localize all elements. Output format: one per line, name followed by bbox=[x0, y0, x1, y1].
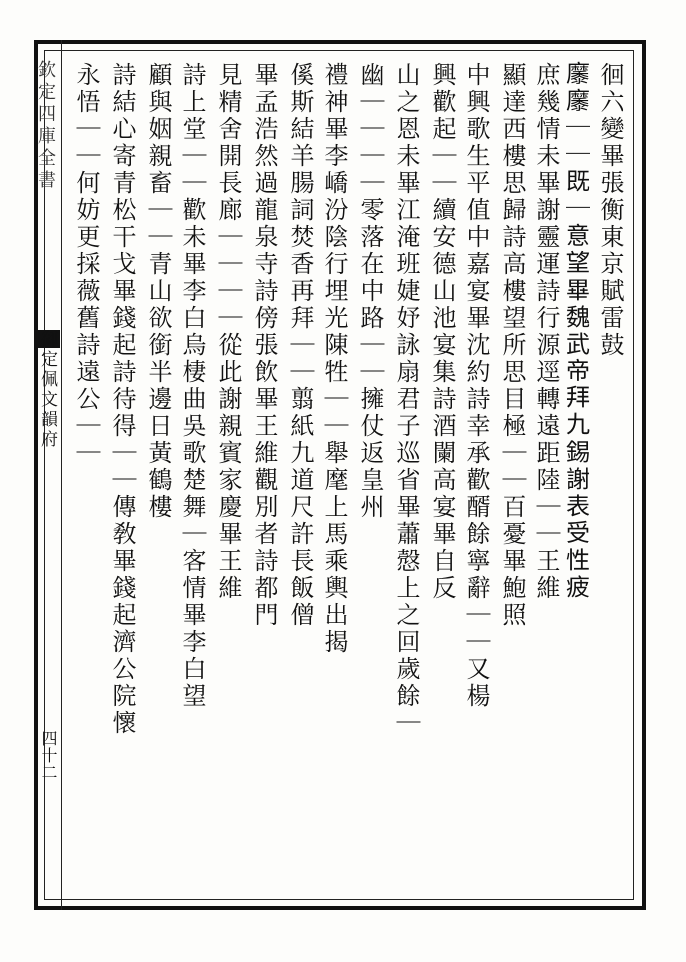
text-column: 詩上堂｜｜歡未畢李白烏棲曲吳歌楚舞｜客情畢李白望 bbox=[178, 62, 206, 710]
text-column: 興歡起｜｜續安德山池宴集詩酒闌高宴畢自反 bbox=[428, 62, 456, 602]
text-column: 永悟｜｜何妨更採薇舊詩遠公｜｜ bbox=[72, 62, 100, 467]
gutter-page-number: 四十二 bbox=[39, 730, 58, 781]
text-column: 顯達西樓思歸詩高樓望所思目極｜｜百憂畢鮑照 bbox=[498, 62, 526, 629]
text-column: 禮神畢李嶠汾陰行埋光陳牲｜｜舉麾上馬乘輿出揭 bbox=[320, 62, 348, 656]
text-column: 庶幾情未畢謝靈運詩行源逕轉遠距陸｜｜王維 bbox=[532, 62, 560, 602]
text-column: 山之恩未畢江淹班婕妤詠扇君子巡省畢蕭慤上之回歲餘｜ bbox=[392, 62, 420, 737]
text-column: 見精舍開長廊｜｜｜｜從此謝親賓家慶畢王維 bbox=[214, 62, 242, 602]
text-column: 𪎭𪎭｜｜既｜意望畢魏武帝拜九錫謝表受性疲 bbox=[564, 62, 592, 602]
text-column: 徊六變畢張衡東京賦雷鼓 bbox=[596, 62, 624, 359]
text-column: 畢孟浩然過龍泉寺詩傍張飲畢王維觀別者詩都門 bbox=[250, 62, 278, 629]
text-column: 幽｜｜｜｜零落在中路｜｜擁仗返皇州 bbox=[356, 62, 384, 521]
text-column: 傒斯結羊腸詞焚香再拜｜｜翦紙九道尺許長飯僧 bbox=[286, 62, 314, 629]
gutter-book-title: 御定佩文韻府 bbox=[37, 330, 57, 450]
text-column: 詩結心寄青松干戈畢錢起詩待得｜｜傳敎畢錢起濟公院懷 bbox=[108, 62, 136, 737]
text-column: 顧與姻親畜｜｜青山欲銜半邊日黃鶴樓 bbox=[144, 62, 172, 521]
gutter-top-text: 欽定四庫全書 bbox=[35, 60, 56, 192]
text-column: 中興歌生平值中嘉宴畢沈約詩幸承歡醑餘寧辭｜｜又楊 bbox=[462, 62, 490, 710]
